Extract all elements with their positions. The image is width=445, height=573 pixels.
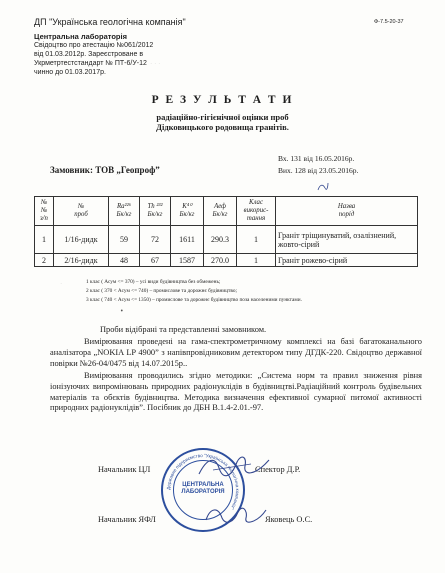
cell-class: 1 — [237, 226, 276, 254]
scan-artifact: · · · — [150, 60, 161, 68]
stamp-center-text: ЦЕНТРАЛЬНА ЛАБОРАТОРІЯ — [181, 482, 225, 495]
cell-k40: 1587 — [171, 254, 204, 267]
results-table — [34, 196, 418, 267]
scan-dot: • — [120, 308, 124, 315]
incoming-ref: Вх. 131 від 16.05.2016р. — [278, 154, 355, 163]
cell-th232: 72 — [140, 226, 171, 254]
header-line-3: Укрметртестстандарт № ПТ-6/У-12 — [34, 60, 147, 67]
signature-head-yafl — [200, 500, 270, 530]
form-code: Ф-7.5-20-37 — [374, 19, 404, 25]
cell-k40: 1611 — [171, 226, 204, 254]
table-row — [35, 226, 418, 254]
scan-artifact: · — [60, 280, 63, 288]
header-line-1: Свідоцтво про атестацію №061/2012 — [34, 42, 154, 49]
cell-index: 2 — [35, 254, 54, 267]
header-line-4: чинно до 01.03.2017р. — [34, 69, 106, 76]
paragraph-samples: Проби відібрані та представленні замовником. — [100, 325, 267, 334]
col-header-index: № № з/п — [35, 197, 54, 226]
class-legend-3: 3 клас ( 740 < Асум <= 1350) – промислове та дорожнє будівництво поза населеними пунктами. — [86, 297, 302, 303]
handwritten-mark — [317, 177, 329, 187]
customer-label: Замовник: ТОВ „Геопроф” — [50, 165, 160, 175]
col-header-th232: Th ²³² Бк/кг — [140, 197, 171, 226]
cell-aeff: 270.0 — [204, 254, 237, 267]
col-header-sample: № проб — [54, 197, 109, 226]
company-name: ДП "Українська геологічна компанія" — [34, 17, 186, 27]
paragraph-measurements: Вимірювання проведені на гама-спектрометричному комплексі на базі багатоканального аналізатора „NOKIA LP 4900” з напівпровідниковим детектором типу ДГДК-220. Свідоцтво державної повірки №26-04/0475 від 14.07.2015р.. — [50, 337, 422, 368]
cell-sample: 2/16-дидк — [54, 254, 109, 267]
header-line-2: від 01.03.2012р. Зареєстроване в — [34, 51, 144, 58]
head-yafl-name: Яковець О.С. — [265, 515, 313, 524]
cell-aeff: 290.3 — [204, 226, 237, 254]
col-header-k40: K⁴⁰ Бк/кг — [171, 197, 204, 226]
cell-index: 1 — [35, 226, 54, 254]
cell-ra226: 59 — [109, 226, 140, 254]
title-subtitle-2: Дідковицького родовища гранітів. — [156, 122, 289, 132]
table-row — [35, 254, 418, 267]
class-legend-2: 2 клас ( 370 < Асум <= 740) – промислове та дорожнє будівництво; — [86, 288, 237, 294]
cell-ra226: 48 — [109, 254, 140, 267]
col-header-aeff: Aеф Бк/кг — [204, 197, 237, 226]
head-cl-name: Спектор Д.Р. — [255, 465, 301, 474]
table-header-row — [35, 197, 418, 226]
document-title: Р Е З У Л Ь Т А Т И — [151, 94, 294, 106]
head-yafl-label: Начальник ЯФЛ — [98, 515, 156, 524]
col-header-class: Клас викорис- тання — [237, 197, 276, 226]
col-header-ra226: Ra²²⁶ Бк/кг — [109, 197, 140, 226]
head-cl-label: Начальник ЦЛ — [98, 465, 151, 474]
outgoing-ref: Вих. 128 від 23.05.2016р. — [278, 166, 359, 175]
cell-class: 1 — [237, 254, 276, 267]
title-subtitle-1: радіаційно-гігієнічної оцінки проб — [156, 112, 289, 122]
paragraph-methodology: Вимірювання проводились згідно методики: „Система норм та правил зниження рівня іонізуючих випромінювань природних радіонуклідів в будівництві.Радіаційний контроль будівельних матеріалів та обєктів будівництва. Методика визначення ефективної сумарної питомої активності природних радіонуклідів”. Посібник до ДБН В.1.4-2.01.-97. — [50, 371, 422, 413]
cell-rock-name: Граніт рожево-сірий — [276, 254, 418, 267]
cell-rock-name: Граніт тріщинуватий, озалізнений, жовто-сірий — [276, 226, 418, 254]
cell-sample: 1/16-дидк — [54, 226, 109, 254]
col-header-rock-name: Назва порід — [276, 197, 418, 226]
svg-text:Державне підприємство "Українс: Державне підприємство "Українська геологічна компанія" — [165, 452, 241, 511]
cell-th232: 67 — [140, 254, 171, 267]
signature-head-cl — [195, 452, 275, 482]
lab-name: Центральна лабораторія — [34, 32, 127, 41]
class-legend-1: 1 клас ( Асум <= 370) – усі види будівництва без обмежень; — [86, 279, 221, 285]
